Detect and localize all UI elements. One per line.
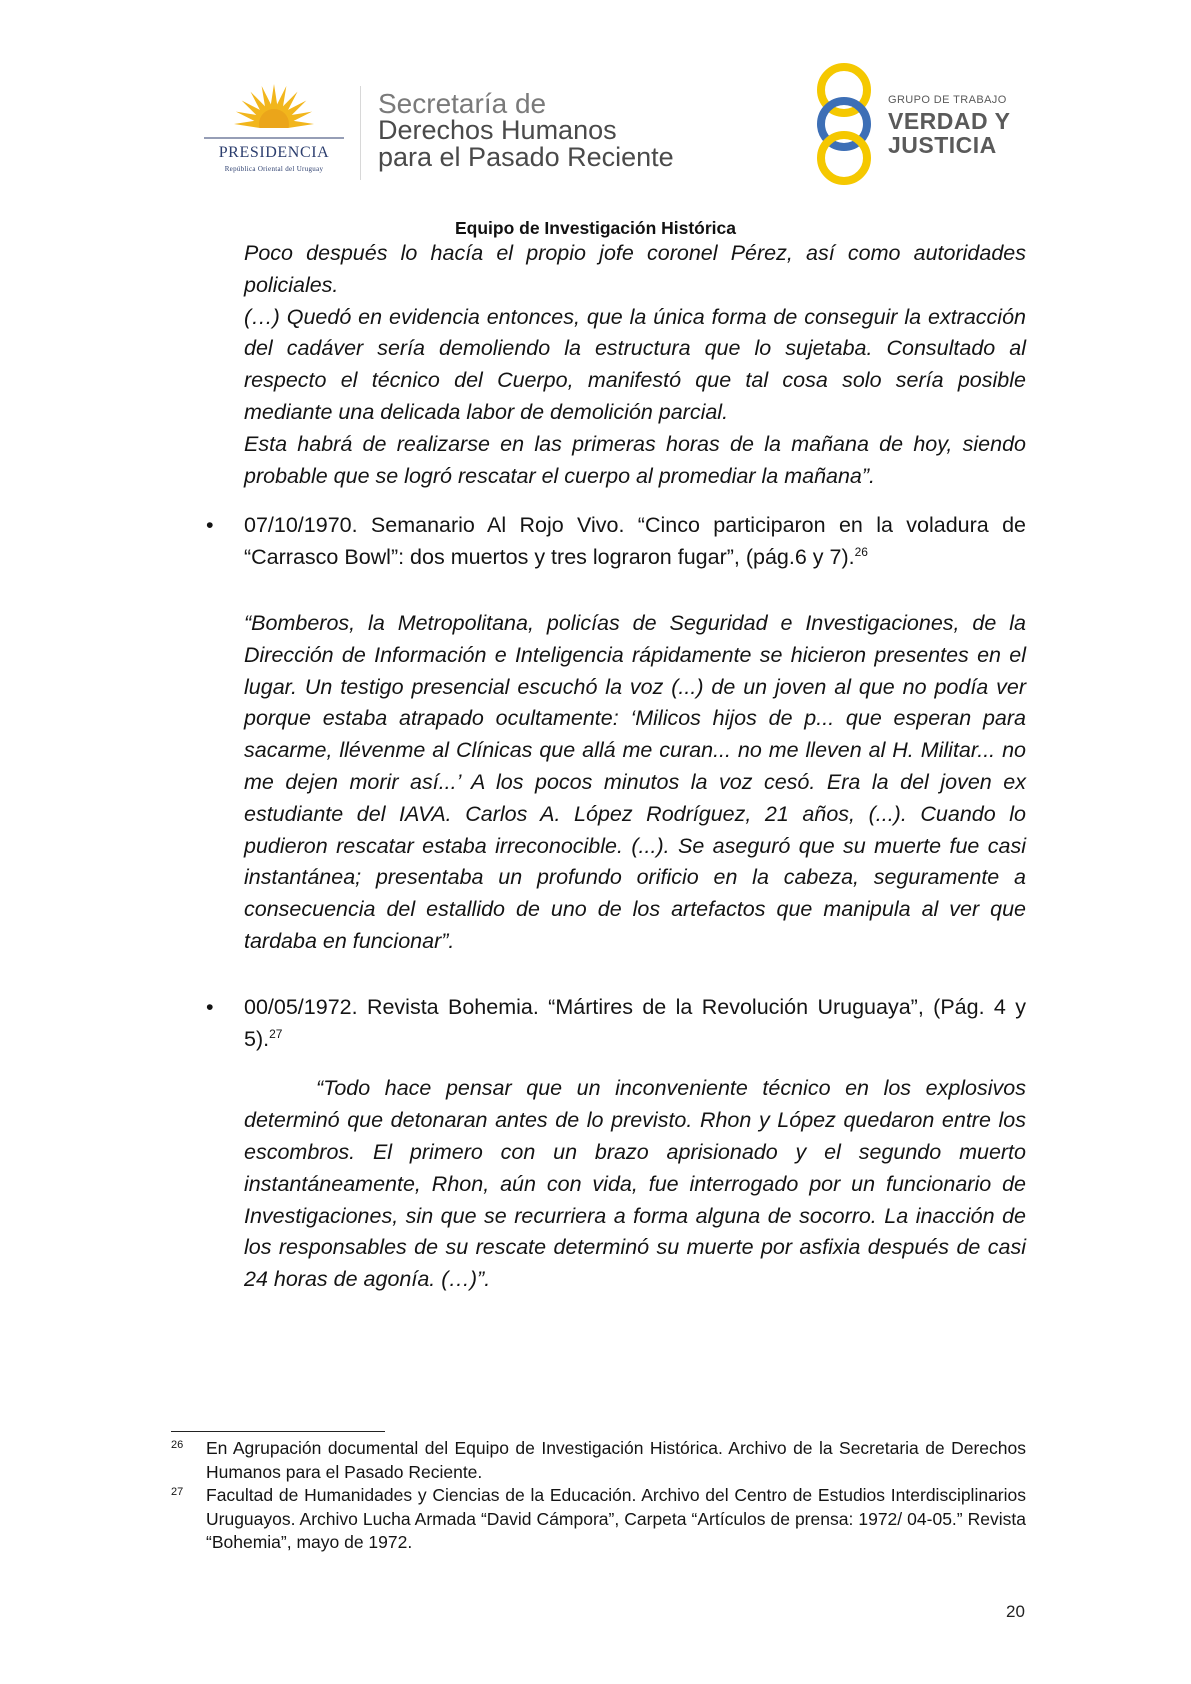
bullet-mark: •: [206, 513, 214, 538]
bullet-2-text: 00/05/1972. Revista Bohemia. “Mártires de la Revolución Uruguaya”, (Pág. 4 y 5).: [244, 994, 1026, 1051]
bullet-mark: •: [206, 994, 214, 1019]
bullet-item-1: [206, 510, 1026, 574]
presidencia-logo: [196, 78, 352, 182]
footnote-ref-26[interactable]: 26: [854, 545, 868, 560]
page-body: [0, 238, 1191, 1296]
gtvj-title-line-1: VERDAD Y: [888, 108, 1011, 134]
page-number: 20: [1006, 1602, 1025, 1621]
secretaria-title: [378, 90, 674, 171]
quote-1-paragraph-2: (…) Quedó en evidencia entonces, que la única forma de conseguir la extracción del cadáver sería demoliendo la estructura que lo sujetaba. Consultado al respecto el técnico del Cuerpo, manifestó que tal cosa solo sería posible mediante una delicada labor de demolición parcial.: [244, 304, 1026, 424]
footnote-26: [171, 1437, 1026, 1484]
footnote-ref-27[interactable]: 27: [269, 1026, 283, 1041]
footnote-number: 26: [171, 1439, 184, 1451]
secretaria-line-2: Derechos Humanos: [378, 115, 617, 145]
footnote-text: Facultad de Humanidades y Ciencias de la Educación. Archivo del Centro de Estudios Interdisciplinarios Uruguayos. Archivo Lucha Armada “David Cámpora”, Carpeta “Artículos de prensa: 1972/ 04-05.” Revista “Bohemia”, mayo de 1972.: [206, 1485, 1026, 1552]
footnotes: [171, 1437, 1026, 1555]
footnote-text: En Agrupación documental del Equipo de Investigación Histórica. Archivo de la Secretaria de Derechos Humanos para el Pasado Reciente.: [206, 1438, 1026, 1482]
quote-block-2: [244, 608, 1026, 958]
header-divider: [360, 86, 361, 180]
gtvj-title-line-2: JUSTICIA: [888, 132, 997, 158]
verdad-justicia-logo: [812, 62, 1022, 186]
page-header: [0, 0, 1191, 200]
gtvj-small-title: GRUPO DE TRABAJO: [888, 94, 1007, 106]
bullet-1-text: 07/10/1970. Semanario Al Rojo Vivo. “Cinco participaron en la voladura de “Carrasco Bowl”: dos muertos y tres lograron fugar”, (pág.6 y 7).: [244, 513, 1026, 570]
rings-icon: [812, 62, 882, 186]
footnote-separator: [171, 1431, 385, 1432]
footnote-27: [171, 1484, 1026, 1555]
quote-2-paragraph: “Bomberos, la Metropolitana, policías de Seguridad e Investigaciones, de la Dirección de Información e Inteligencia rápidamente se hicieron presentes en el lugar. Un testigo presencial escuchó la voz (...) de un joven al que no podía ver porque estaba atrapado ocultamente: ‘Milicos hijos de p... que esperan para sacarme, llévenme al Clínicas que allá me curan... no me lleven al H. Militar... no me dejen morir así...’ A los pocos minutos la voz cesó. Era la del joven ex estudiante del IAVA. Carlos A. López Rodríguez, 21 años, (...). Cuando lo pudieron rescatar estaba irreconocible. (...). Se aseguró que su muerte fue casi instantánea; presentaba un profundo orificio en la cabeza, seguramente a consecuencia del estallido de uno de los artefactos que manipula al ver que tardaba en funcionar”.: [244, 610, 1026, 953]
quote-1-paragraph-3: Esta habrá de realizarse en las primeras horas de la mañana de hoy, siendo probable que se logró rescatar el cuerpo al promediar la mañana”.: [244, 431, 1026, 488]
secretaria-line-3: para el Pasado Reciente: [378, 142, 674, 172]
team-header: Equipo de Investigación Histórica: [454, 218, 737, 238]
presidencia-subtitle: República Oriental del Uruguay: [224, 165, 324, 173]
footnote-number: 27: [171, 1486, 184, 1498]
quote-1-paragraph-1: Poco después lo hacía el propio jofe coronel Pérez, así como autoridades policiales.: [244, 241, 1026, 297]
sun-icon: [196, 78, 352, 148]
quote-block-3: [244, 1073, 1026, 1296]
bullet-item-2: [206, 992, 1026, 1056]
quote-3-paragraph: “Todo hace pensar que un inconveniente técnico en los explosivos determinó que detonaran antes de lo previsto. Rhon y López quedaron entre los escombros. El primero con un brazo aprisionado y el segundo muerto instantáneamente, Rhon, aún con vida, fue interrogado por un funcionario de Investigaciones, sin que se recurriera a forma alguna de socorro. La inacción de los responsables de su rescate determinó su muerte por asfixia después de casi 24 horas de agonía. (…)”.: [244, 1076, 1026, 1292]
quote-block-1: [244, 238, 1026, 492]
presidencia-wordmark: PRESIDENCIA: [218, 144, 330, 161]
secretaria-line-1: Secretaría de: [378, 88, 547, 119]
